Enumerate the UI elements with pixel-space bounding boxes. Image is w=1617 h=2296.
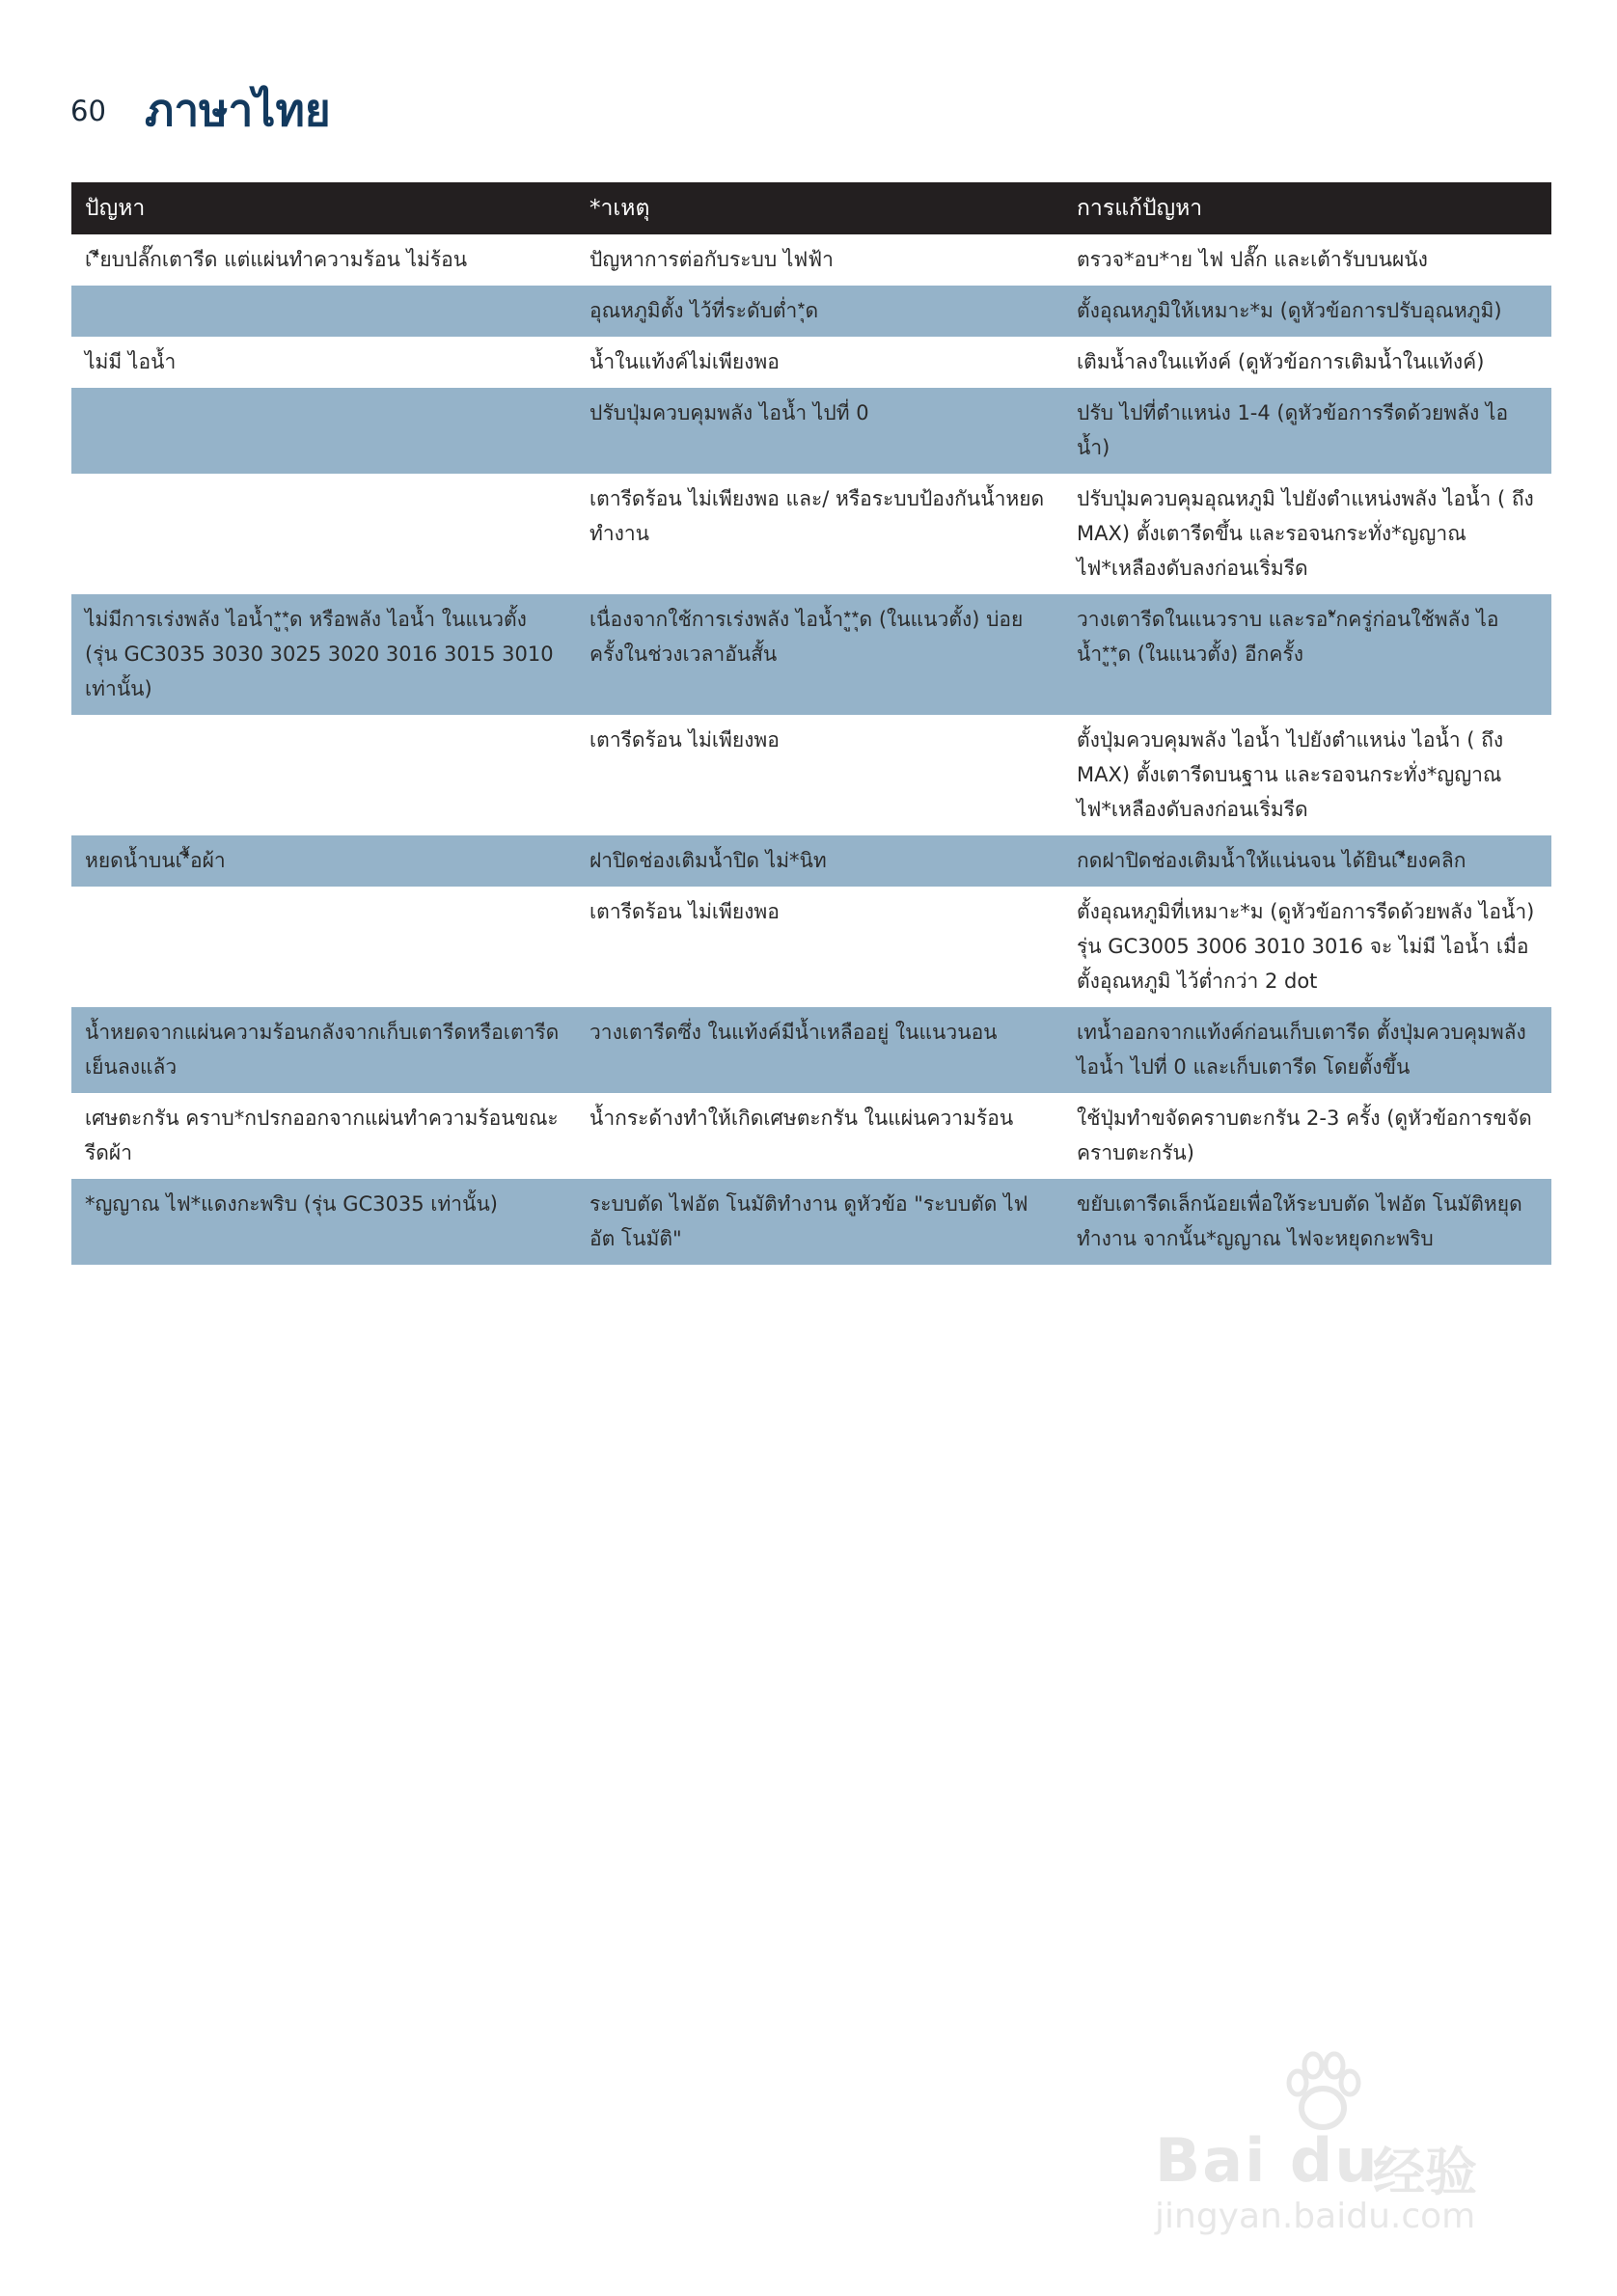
table-row — [71, 1007, 1551, 1093]
table-row — [71, 715, 1551, 835]
page-title: ภาษาไทย — [145, 84, 331, 136]
watermark-brand: Bai du — [1155, 2125, 1380, 2196]
problem-cell: *ญญาณ ไฟ*แดงกะพริบ (รุ่น GC3035 เท่านั้น) — [71, 1179, 576, 1265]
solution-cell: วางเตารีดในแนวราบ และรอ*ักครู่ก่อนใช้พลัง ไอน้ำ*ู*ุด (ในแนวตั้ง) อีกครั้ง — [1063, 594, 1551, 715]
table-row — [71, 887, 1551, 1007]
problem-cell — [71, 388, 576, 474]
cause-cell: น้ำกระด้างทำให้เกิดเศษตะกรัน ในแผ่นความร้อน — [589, 1107, 1014, 1130]
header-cause: *าเหตุ — [576, 182, 1063, 234]
problem-cell: หยดน้ำบนเ*ื้อผ้า — [71, 835, 576, 887]
table-row — [71, 388, 1551, 474]
paw-icon — [1278, 2050, 1367, 2135]
solution-cell: เทน้ำออกจากแท้งค์ก่อนเก็บเตารีด ตั้งปุ่มควบคุมพลัง ไอน้ำ ไปที่ 0 และเก็บเตารีด โดยตั้งขึ้น — [1063, 1007, 1551, 1093]
troubleshooting-table — [71, 182, 1551, 1265]
problem-cell: น้ำหยดจากแผ่นความร้อนกลังจากเก็บเตารีดหรือเตารีดเย็นลงแล้ว — [71, 1007, 576, 1093]
cause-cell: ระบบตัด ไฟอัต โนมัติทำงาน ดูหัวข้อ "ระบบตัด ไฟอัต โนมัติ" — [576, 1179, 1063, 1265]
cause-cell: เตารีดร้อน ไม่เพียงพอ และ/ หรือระบบป้องกันน้ำหยดทำงาน — [589, 487, 1045, 545]
cause-cell: เตารีดร้อน ไม่เพียงพอ — [589, 728, 780, 752]
solution-cell: ตรวจ*อบ*าย ไฟ ปลั๊ก และเต้ารับบนผนัง — [1077, 248, 1428, 271]
table-row — [71, 474, 1551, 594]
cause-cell: น้ำในแท้งค์ไม่เพียงพอ — [589, 350, 780, 373]
page-number: 60 — [70, 95, 106, 127]
solution-cell: ใช้ปุ่มทำขจัดคราบตะกรัน 2-3 ครั้ง (ดูหัวข้อการขจัดคราบตะกรัน) — [1077, 1107, 1532, 1164]
watermark-chinese: 经验 — [1373, 2142, 1477, 2202]
solution-cell: ตั้งอุณหภูมิที่เหมาะ*ม (ดูหัวข้อการรีดด้วยพลัง ไอน้ำ) รุ่น GC3005 3006 3010 3016 จะ ไม่มี ไอน้ำ เมื่อตั้งอุณหภูมิ ไว้ต่ำกว่า 2 dot — [1077, 900, 1535, 993]
header-solution: การแก้ปัญหา — [1063, 182, 1551, 234]
cause-cell: อุณหภูมิตั้ง ไว้ที่ระดับต่ำ*ุด — [576, 286, 1063, 337]
solution-cell: ตั้งอุณหภูมิให้เหมาะ*ม (ดูหัวข้อการปรับอุณหภูมิ) — [1063, 286, 1551, 337]
solution-cell: ปรับ ไปที่ตำแหน่ง 1-4 (ดูหัวข้อการรีดด้วยพลัง ไอน้ำ) — [1063, 388, 1551, 474]
table-row — [71, 286, 1551, 337]
problem-cell — [71, 715, 576, 835]
table-row — [71, 1179, 1551, 1265]
solution-cell: ขยับเตารีดเล็กน้อยเพื่อให้ระบบตัด ไฟอัต โนมัติหยุดทำงาน จากนั้น*ญญาณ ไฟจะหยุดกะพริบ — [1063, 1179, 1551, 1265]
solution-cell: เติมน้ำลงในแท้งค์ (ดูหัวข้อการเติมน้ำในแท้งค์) — [1077, 350, 1485, 373]
table-row — [71, 835, 1551, 887]
cause-cell: ปัญหาการต่อกับระบบ ไฟฟ้า — [589, 248, 834, 271]
baidu-watermark — [1134, 2050, 1539, 2243]
table-row — [71, 1093, 1551, 1179]
cause-cell: ปรับปุ่มควบคุมพลัง ไอน้ำ ไปที่ 0 — [576, 388, 1063, 474]
problem-cell: ไม่มีการเร่งพลัง ไอน้ำ*ู*ุด หรือพลัง ไอน้ำ ในแนวตั้ง (รุ่น GC3035 3030 3025 3020 3016 3015 3010 เท่านั้น) — [71, 594, 576, 715]
problem-cell: เศษตะกรัน คราบ*กปรกออกจากแผ่นทำความร้อนขณะรีดผ้า — [85, 1107, 559, 1164]
cause-cell: เตารีดร้อน ไม่เพียงพอ — [589, 900, 780, 923]
table-row — [71, 234, 1551, 286]
cause-cell: เนื่องจากใช้การเร่งพลัง ไอน้ำ*ู*ุด (ในแนวตั้ง) บ่อยครั้งในช่วงเวลาอันสั้น — [576, 594, 1063, 715]
table-row — [71, 594, 1551, 715]
problem-cell — [71, 887, 576, 1007]
table-header-row — [71, 182, 1551, 234]
cause-cell: วางเตารีดซึ่ง ในแท้งค์มีน้ำเหลืออยู่ ในแนวนอน — [576, 1007, 1063, 1093]
header-problem: ปัญหา — [71, 182, 576, 234]
problem-cell — [71, 474, 576, 594]
watermark-url: jingyan.baidu.com — [1155, 2197, 1476, 2236]
table-row — [71, 337, 1551, 388]
problem-cell — [71, 286, 576, 337]
solution-cell: กดฝาปิดช่องเติมน้ำให้แน่นจน ได้ยินเ*ียงคลิก — [1063, 835, 1551, 887]
solution-cell: ตั้งปุ่มควบคุมพลัง ไอน้ำ ไปยังตำแหน่ง ไอน้ำ ( ถึง MAX) ตั้งเตารีดบนฐาน และรอจนกระทั่ง*ญญาณ ไฟ*เหลืองดับลงก่อนเริ่มรีด — [1077, 728, 1504, 821]
cause-cell: ฝาปิดช่องเติมน้ำปิด ไม่*นิท — [576, 835, 1063, 887]
solution-cell: ปรับปุ่มควบคุมอุณหภูมิ ไปยังตำแหน่งพลัง ไอน้ำ ( ถึง MAX) ตั้งเตารีดขึ้น และรอจนกระทั่ง*ญญาณ ไฟ*เหลืองดับลงก่อนเริ่มรีด — [1077, 487, 1534, 580]
problem-cell: เ*ียบปลั๊กเตารีด แต่แผ่นทำความร้อน ไม่ร้อน — [85, 248, 468, 271]
problem-cell: ไม่มี ไอน้ำ — [85, 350, 177, 373]
